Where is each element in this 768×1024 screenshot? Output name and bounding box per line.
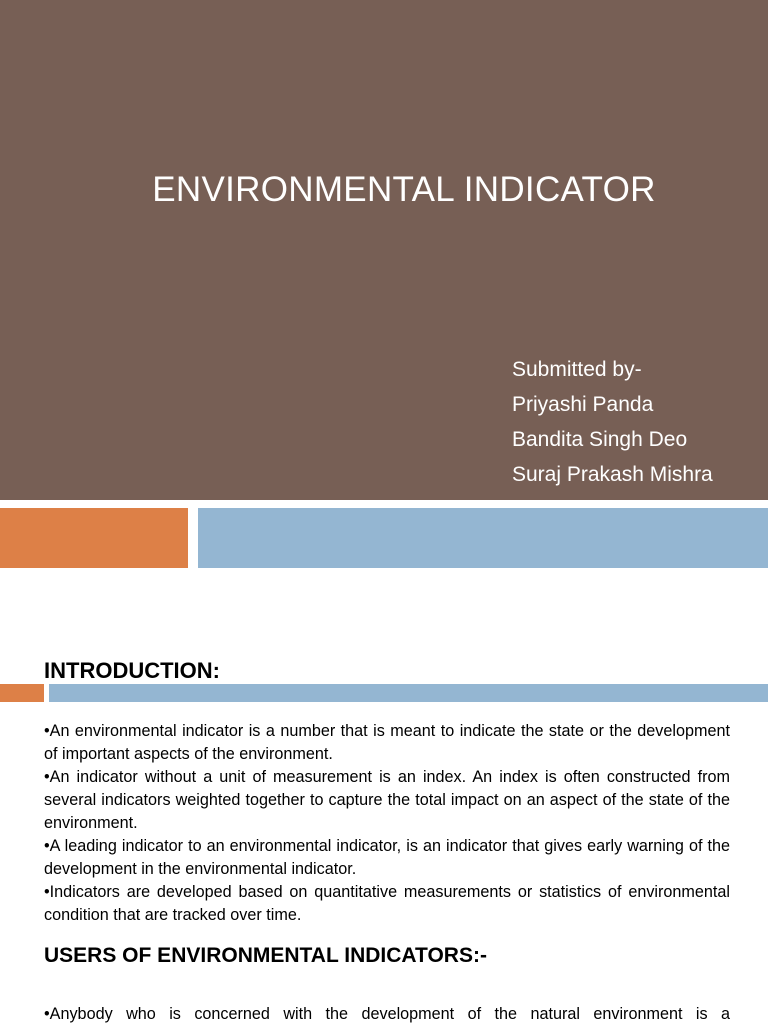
introduction-heading: INTRODUCTION: [44,658,220,683]
accent-bar-blue [198,508,768,568]
users-heading: USERS OF ENVIRONMENTAL INDICATORS:- [44,944,487,967]
bullet-paragraph: •Anybody who is concerned with the development of the natural environment is a [44,1005,730,1023]
author-name: Bandita Singh Deo [512,428,688,451]
author-name: Suraj Prakash Mishra [512,463,713,486]
title-slide [0,0,768,500]
bullet-paragraph: •An indicator without a unit of measurement is an index. An index is often constructed from several indicators weighted together to capture the total impact on an aspect of the state of the environment. [44,768,730,832]
slide-title: ENVIRONMENTAL INDICATOR [152,170,656,209]
accent-bar-orange [0,508,188,568]
bullet-paragraph: •A leading indicator to an environmental indicator, is an indicator that gives early warning of the development in the environmental indicator. [44,837,730,878]
submitted-by-label: Submitted by- [512,358,642,381]
bullet-paragraph: •Indicators are developed based on quantitative measurements or statistics of environmental condition that are tracked over time. [44,883,730,924]
bullet-paragraph: •An environmental indicator is a number that is meant to indicate the state or the development of important aspects of the environment. [44,722,730,763]
introduction-body [44,720,730,927]
submitted-by-block [512,352,713,492]
author-name: Priyashi Panda [512,393,654,416]
heading-accent-orange [0,684,44,702]
heading-accent-blue [49,684,768,702]
